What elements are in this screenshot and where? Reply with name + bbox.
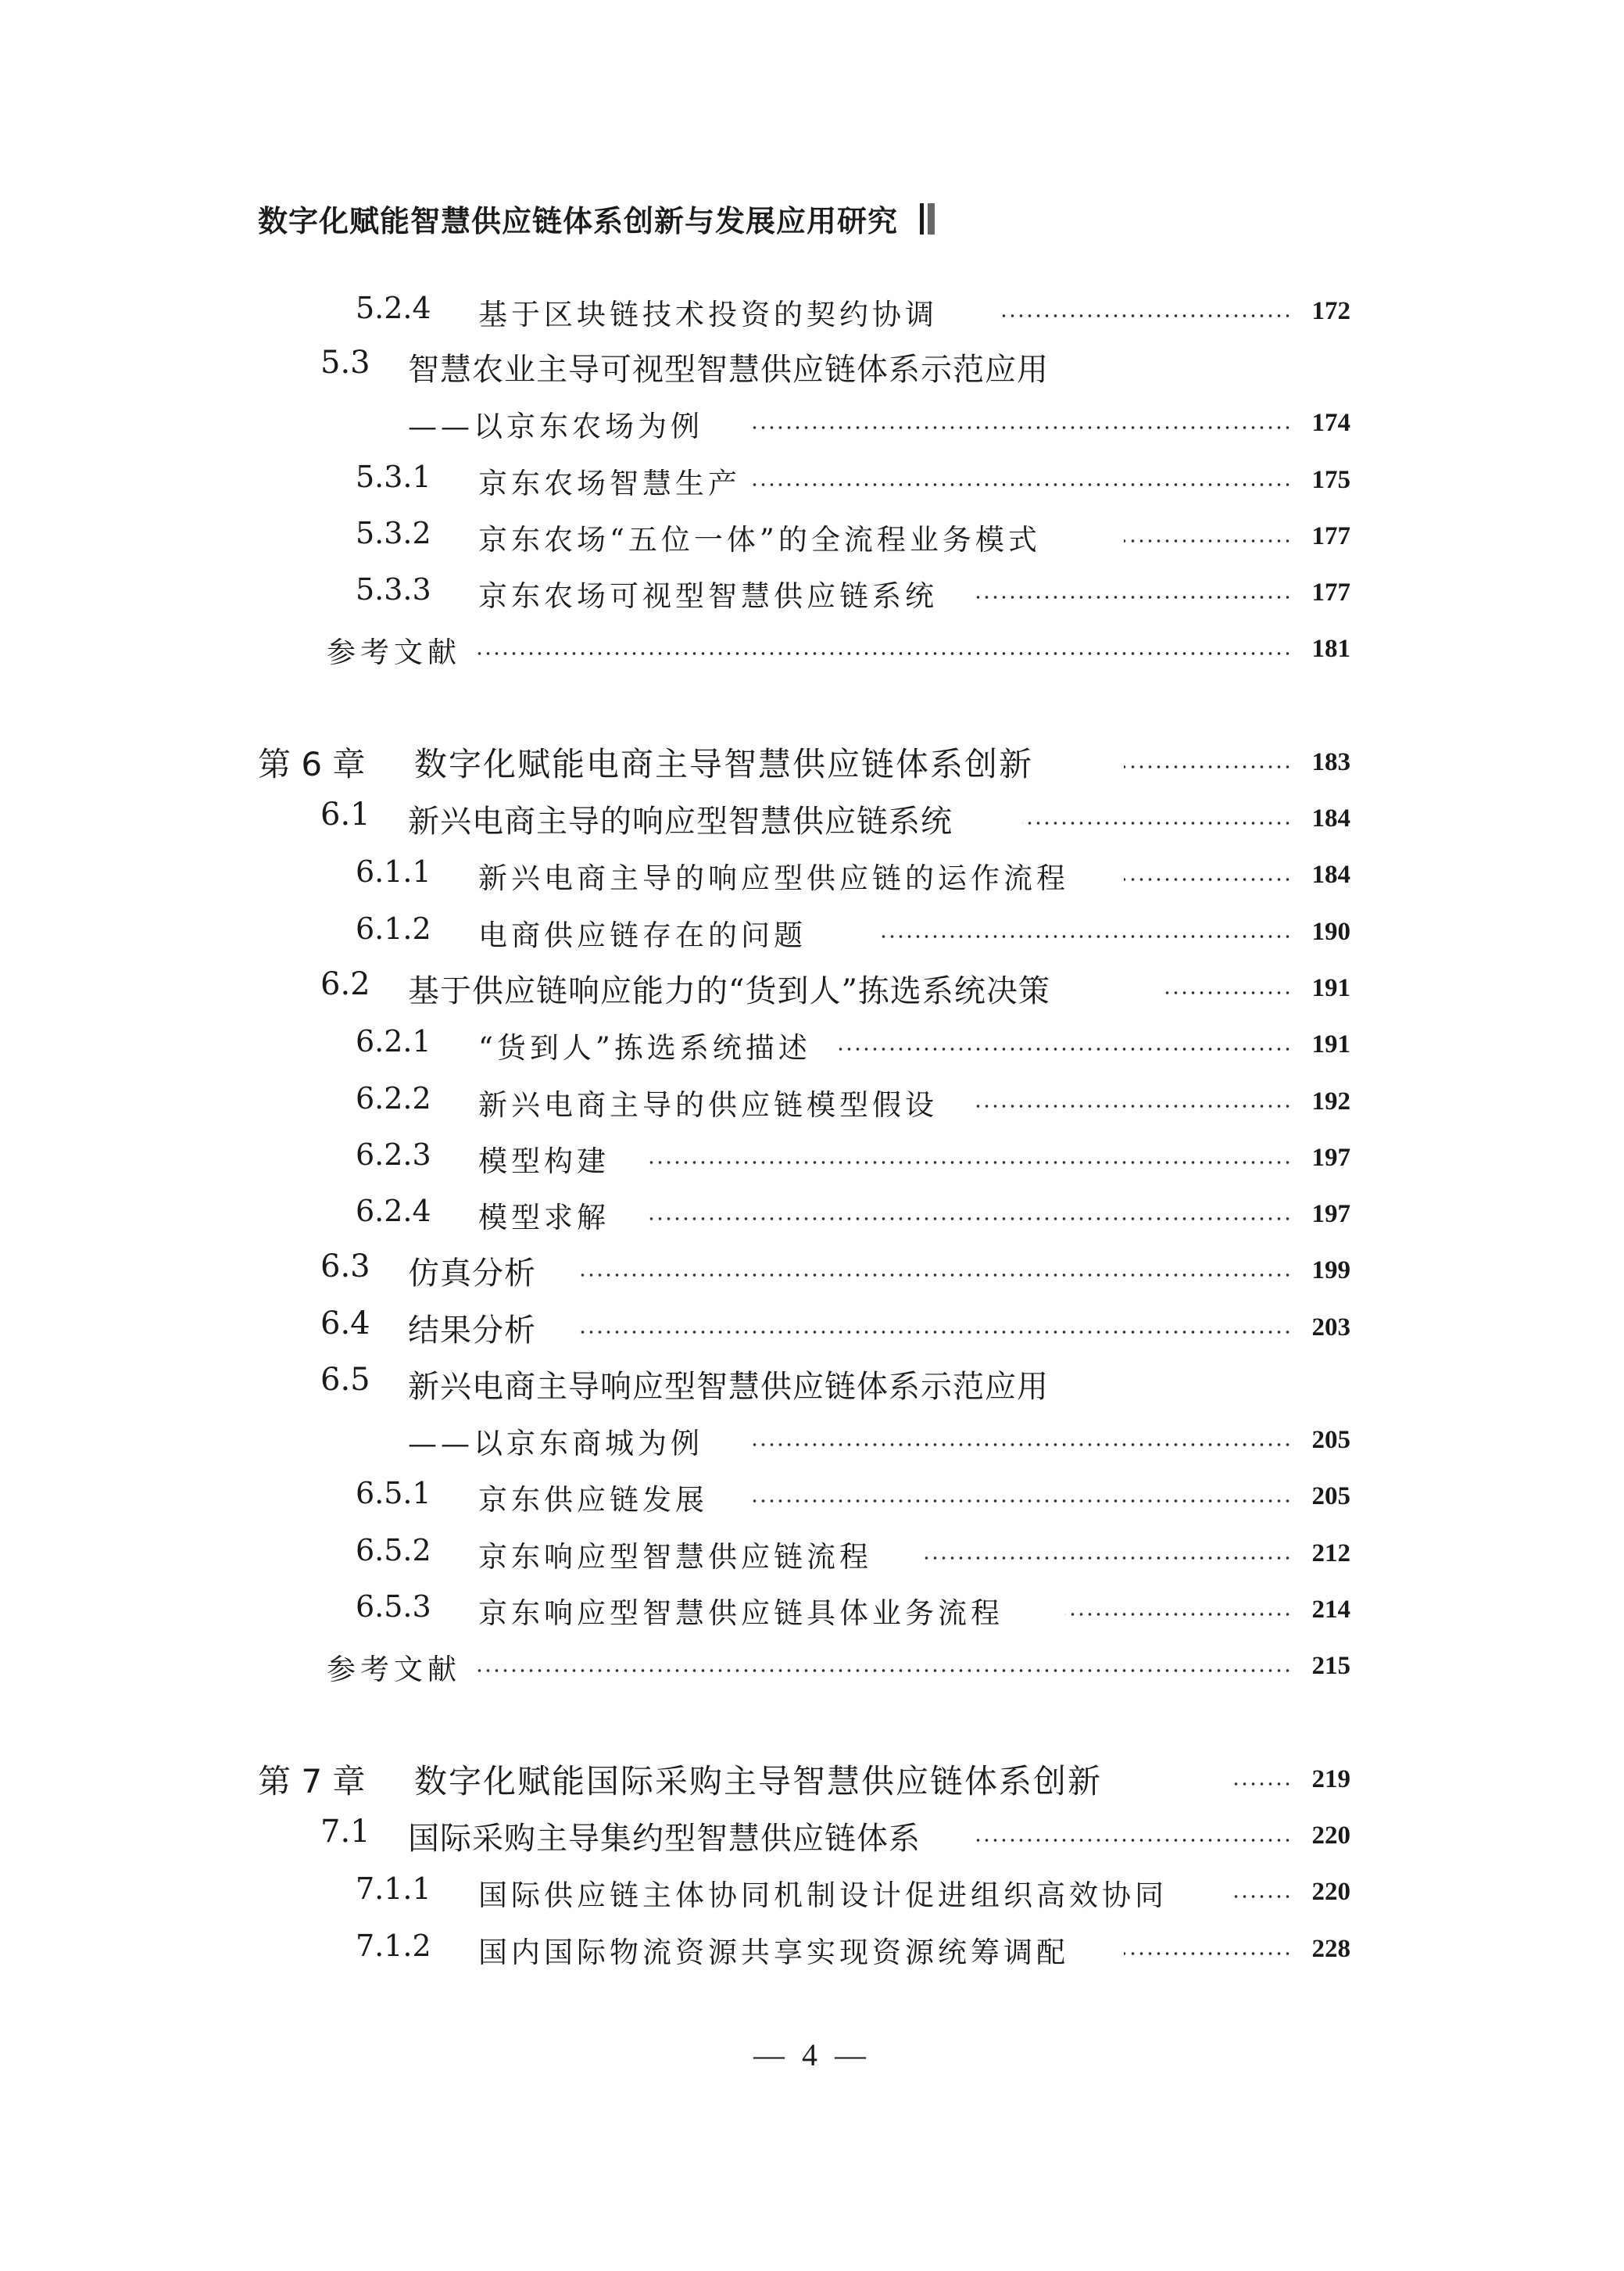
chapter-number: 第 6 章 [258,745,366,783]
section-title: 京东供应链发展 [478,1483,708,1517]
page-number: 215 [1311,1652,1350,1680]
section-title: 京东农场可视型智慧供应链系统 [478,579,938,613]
page-number: 174 [1311,409,1350,437]
page-number: 214 [1311,1596,1350,1624]
toc-entry[interactable] [0,1245,1624,1289]
page-number: 197 [1311,1144,1350,1172]
toc-entry[interactable] [0,1076,1624,1120]
dot-leader [1229,1781,1292,1787]
dot-leader [647,1159,1292,1166]
section-number: 6.4 [320,1306,370,1341]
dot-leader [1124,876,1292,883]
section-title: 基于供应链响应能力的“货到人”拣选系统决策 [408,973,1050,1009]
dot-leader [1124,764,1292,770]
section-number: 7.1.1 [356,1872,431,1906]
section-title: 仿真分析 [408,1255,536,1291]
section-number: 5.2.4 [356,291,431,325]
dot-leader [1124,538,1292,544]
toc-entry[interactable] [0,963,1624,1007]
toc-entry[interactable] [0,793,1624,840]
dot-leader [753,1498,1292,1504]
page-number: 220 [1311,1878,1350,1906]
section-title: 京东响应型智慧供应链具体业务流程 [478,1596,1003,1630]
chapter-number: 第 7 章 [258,1762,366,1800]
page-number: 205 [1311,1426,1350,1454]
section-title: 国际供应链主体协同机制设计促进组织高效协同 [478,1879,1168,1912]
dot-leader [749,1442,1292,1448]
references-title: 参考文献 [327,1653,461,1686]
toc-entry[interactable] [0,455,1624,499]
section-number: 6.2 [320,966,370,1002]
section-number: 6.5.3 [356,1589,431,1624]
page-number: 220 [1311,1821,1350,1850]
section-title: “货到人”拣选系统描述 [478,1031,811,1065]
page-number: 212 [1311,1539,1350,1567]
toc-entry[interactable] [0,1924,1624,1968]
section-title-continued: ——以京东农场为例 [408,410,703,443]
dot-leader [749,424,1292,431]
dot-leader [1124,1950,1292,1957]
section-number: 5.3.3 [356,572,431,607]
dot-leader [581,1329,1292,1335]
section-number: 7.1.2 [356,1929,431,1963]
toc-entry[interactable] [0,1867,1624,1911]
section-title: 新兴电商主导的响应型供应链的运作流程 [478,861,1069,895]
section-title: 国内国际物流资源共享实现资源统筹调配 [478,1936,1069,1969]
dot-leader [475,1667,1292,1674]
toc-entry[interactable] [0,342,1624,388]
toc-entry[interactable] [0,850,1624,894]
section-number: 6.2.3 [356,1137,431,1172]
page-number: 199 [1311,1256,1350,1284]
dot-leader [999,313,1292,319]
dot-leader [647,1216,1292,1222]
section-number: 6.2.2 [356,1081,431,1116]
toc-entry[interactable] [0,1133,1624,1177]
toc-entry[interactable] [0,1585,1624,1628]
toc-entry[interactable] [0,1471,1624,1515]
toc-entry[interactable] [0,568,1624,611]
section-number: 6.2.1 [356,1024,431,1058]
toc-entry[interactable] [0,624,1624,668]
section-number: 6.1.2 [356,912,431,946]
section-number: 7.1 [320,1814,370,1850]
page-number: 205 [1311,1482,1350,1510]
section-number: 5.3 [320,345,370,381]
toc-entry[interactable] [0,1019,1624,1063]
dot-leader [925,1555,1292,1561]
dot-leader [971,594,1292,600]
toc-entry[interactable] [0,398,1624,442]
section-number: 6.1 [320,797,370,833]
section-title: 电商供应链存在的问题 [478,919,807,952]
toc-entry[interactable] [0,907,1624,951]
page-number: 181 [1311,635,1350,663]
section-number: 6.5 [320,1362,370,1398]
page-number: 184 [1311,804,1350,833]
toc-entry[interactable] [0,1189,1624,1233]
section-title: 结果分析 [408,1313,536,1349]
page-number: 192 [1311,1087,1350,1116]
section-title: 新兴电商主导的响应型智慧供应链系统 [408,804,953,840]
page-number: 175 [1311,466,1350,494]
section-title: 京东农场“五位一体”的全流程业务模式 [478,523,1041,557]
toc-entry[interactable] [0,1528,1624,1572]
toc-entry[interactable] [0,1415,1624,1459]
section-title: 国际采购主导集约型智慧供应链体系 [408,1821,921,1857]
toc-entry[interactable] [0,1811,1624,1857]
running-head [258,197,939,242]
chapter-title: 数字化赋能国际采购主导智慧供应链体系创新 [414,1762,1103,1800]
chapter-title: 数字化赋能电商主导智慧供应链体系创新 [414,745,1034,783]
page-number: 197 [1311,1200,1350,1228]
toc-entry[interactable] [0,511,1624,555]
section-number: 6.5.1 [356,1476,431,1510]
section-number: 5.3.1 [356,460,431,494]
section-title-continued: ——以京东商城为例 [408,1427,703,1460]
dot-leader [1229,1893,1292,1900]
section-title: 模型求解 [478,1201,610,1234]
page-number: 219 [1311,1765,1350,1793]
toc-entry[interactable] [0,1359,1624,1405]
page-number: 191 [1311,1030,1350,1058]
dot-leader [975,1837,1292,1843]
section-title: 新兴电商主导响应型智慧供应链体系示范应用 [408,1369,1049,1405]
section-number: 6.2.4 [356,1194,431,1228]
section-title: 基于区块链技术投资的契约协调 [478,298,938,331]
dot-leader [1065,1611,1292,1617]
toc-chapter-entry[interactable] [0,737,1624,781]
toc-entry[interactable] [0,286,1624,330]
section-number: 5.3.2 [356,516,431,550]
dot-leader [1022,820,1292,826]
page-number: 228 [1311,1935,1350,1963]
section-title: 京东农场智慧生产 [478,467,741,500]
dot-leader [581,1272,1292,1278]
page-number: 191 [1311,974,1350,1002]
section-title: 新兴电商主导的供应链模型假设 [478,1088,938,1122]
section-title: 智慧农业主导可视型智慧供应链体系示范应用 [408,352,1049,388]
dot-leader [839,1046,1292,1052]
dot-leader [882,933,1292,940]
dot-leader [475,650,1292,657]
page-number: 177 [1311,578,1350,607]
page-number: 183 [1311,748,1350,776]
page-number: 190 [1311,918,1350,946]
section-title: 模型构建 [478,1144,610,1178]
toc-entry[interactable] [0,1302,1624,1349]
page-number: 177 [1311,522,1350,550]
page-number: 172 [1311,297,1350,325]
dot-leader [1163,990,1292,996]
page-number: 184 [1311,861,1350,889]
section-number: 6.5.2 [356,1533,431,1567]
toc-chapter-entry[interactable] [0,1754,1624,1798]
section-number: 6.1.1 [356,854,431,889]
references-title: 参考文献 [327,636,461,669]
page-folio: — 4 — [753,2037,871,2072]
dot-leader [753,482,1292,488]
page-number: 203 [1311,1313,1350,1341]
book-title: 数字化赋能智慧供应链体系创新与发展应用研究 [258,204,899,238]
section-number: 6.3 [320,1248,370,1284]
header-bars-ornament [920,203,939,242]
toc-entry[interactable] [0,1641,1624,1685]
section-title: 京东响应型智慧供应链流程 [478,1540,872,1574]
dot-leader [975,1103,1292,1109]
